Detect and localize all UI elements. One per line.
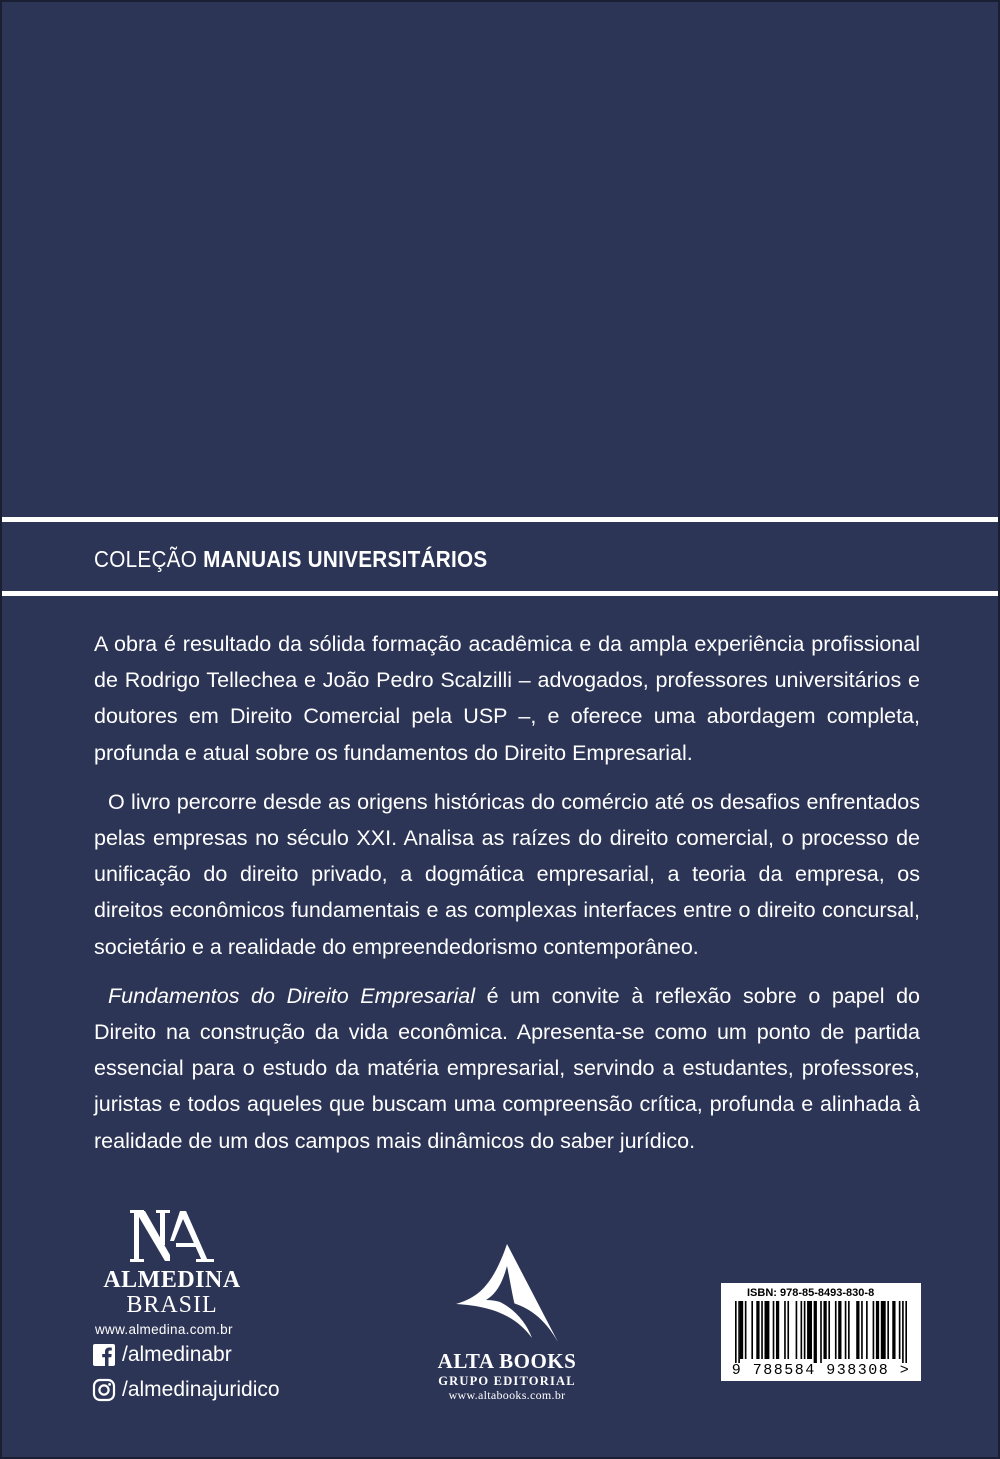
altabooks-website: www.altabooks.com.br	[448, 1388, 566, 1402]
barcode-bar	[807, 1301, 812, 1359]
almedina-country: BRASIL	[126, 1292, 218, 1318]
barcode-bar	[823, 1301, 826, 1359]
facebook-icon	[92, 1343, 116, 1367]
book-title-italic: Fundamentos do Direito Empresarial	[108, 983, 475, 1008]
facebook-handle	[92, 1342, 232, 1368]
barcode-bar	[738, 1301, 740, 1363]
divider-top	[2, 517, 1000, 522]
barcode-digits: 9 788584 938308 >	[731, 1362, 911, 1379]
altabooks-group: GRUPO EDITORIAL	[438, 1374, 576, 1388]
collection-prefix: COLEÇÃO	[94, 546, 198, 572]
altabooks-logo	[427, 1242, 587, 1402]
barcode-bar	[848, 1301, 850, 1359]
barcode-bar	[773, 1301, 775, 1359]
facebook-handle-text: /almedinabr	[122, 1343, 232, 1366]
barcode-bar	[866, 1301, 868, 1359]
barcode-bar	[905, 1301, 907, 1363]
instagram-handle	[92, 1377, 280, 1403]
barcode-bar	[804, 1301, 806, 1359]
synopsis-paragraph-1: A obra é resultado da sólida formação acadêmica e da ampla experiência profissional de Rodrigo Tellechea e João Pedro Scalzilli – advogados, professores universitários e doutores em Direito Comercial pela USP –, e oferece uma abordagem completa, profunda e atual sobre os fundamentos do Direito Empresarial.	[94, 632, 920, 765]
barcode-bar	[899, 1301, 901, 1359]
barcode-bar	[801, 1301, 803, 1359]
barcode-bar	[745, 1301, 747, 1359]
barcode-bar	[873, 1301, 875, 1359]
collection-title	[94, 539, 487, 579]
barcode-bar	[856, 1301, 859, 1359]
barcode-bar	[845, 1301, 847, 1359]
synopsis	[94, 626, 920, 1172]
barcode-bar	[784, 1301, 786, 1359]
barcode-bars	[735, 1301, 907, 1363]
almedina-website: www.almedina.com.br	[95, 1322, 233, 1337]
barcode-bar	[751, 1301, 753, 1359]
barcode-bar	[828, 1301, 830, 1359]
isbn-barcode	[721, 1283, 921, 1381]
instagram-handle-text: /almedinajuridico	[122, 1378, 280, 1401]
divider-bottom	[2, 591, 1000, 596]
almedina-name: ALMEDINA	[103, 1267, 241, 1293]
altabooks-name: ALTA BOOKS	[437, 1349, 577, 1373]
altabooks-triangle-icon	[452, 1242, 562, 1344]
almedina-emblem-icon	[130, 1207, 214, 1265]
barcode-bar	[881, 1301, 886, 1359]
isbn-label: ISBN: 978-85-8493-830-8	[747, 1287, 875, 1299]
barcode-bar	[835, 1301, 837, 1359]
barcode-bar	[756, 1301, 759, 1359]
barcode-bar	[876, 1301, 879, 1359]
synopsis-paragraph-3-text: é um convite à reflexão sobre o papel do Direito na construção da vida econômica. Apresenta-se como um ponto de partida essencial para o estudo da matéria empresarial, servindo a estudantes, professores, juristas e todos aqueles que buscam uma compreensão crítica, profunda e alinhada à realidade de um dos campos mais dinâmicos do saber jurídico.	[94, 983, 920, 1153]
collection-name: MANUAIS UNIVERSITÁRIOS	[203, 546, 488, 572]
barcode-bar	[902, 1301, 904, 1363]
almedina-logo	[92, 1207, 252, 1317]
barcode-bar	[814, 1301, 817, 1363]
barcode-bar	[776, 1301, 779, 1359]
barcode-bar	[838, 1301, 841, 1359]
barcode-bar	[740, 1301, 743, 1359]
barcode-bar	[861, 1301, 863, 1359]
synopsis-paragraph-2: O livro percorre desde as origens históricas do comércio até os desafios enfrentados pelas empresas no século XXI. Analisa as raízes do direito comercial, o processo de unificação do direito privado, a dogmática empresarial, a teoria da empresa, os direitos econômicos fundamentais e as complexas interfaces entre o direito concursal, societário e a realidade do empreendedorismo contemporâneo.	[94, 789, 920, 959]
barcode-bar	[892, 1301, 895, 1359]
synopsis-paragraph-3	[94, 978, 920, 1159]
barcode-bar	[764, 1301, 769, 1359]
barcode-bar	[735, 1301, 737, 1363]
barcode-bar	[787, 1301, 789, 1359]
barcode-bar	[761, 1301, 763, 1359]
barcode-bar	[887, 1301, 889, 1359]
barcode-bar	[820, 1301, 822, 1363]
instagram-icon	[92, 1378, 116, 1402]
barcode-bar	[796, 1301, 798, 1359]
